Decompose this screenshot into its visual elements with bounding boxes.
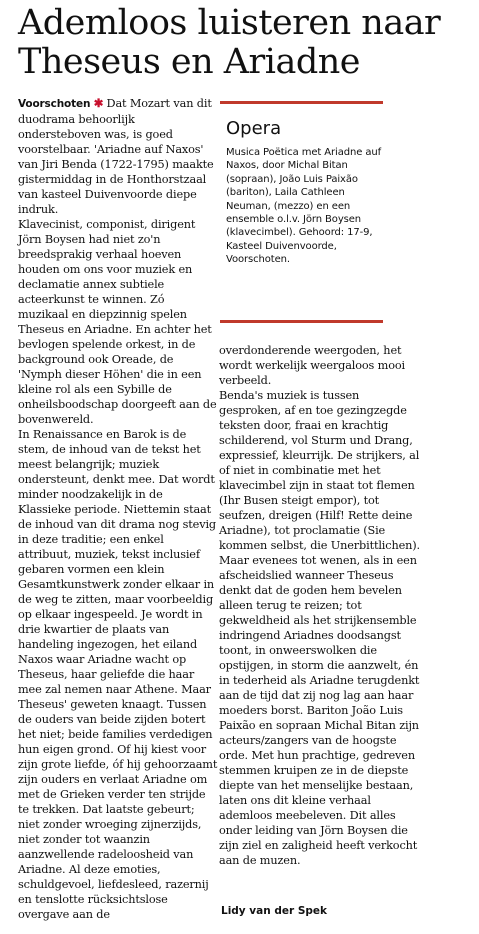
- right-column: [219, 343, 424, 868]
- byline: Lidy van der Spek: [221, 905, 328, 917]
- info-box-bottom-rule: [220, 320, 383, 323]
- info-box-genre: Opera: [226, 118, 282, 139]
- info-box-top-rule: [220, 101, 383, 104]
- body-paragraph: Benda's muziek is tussen gesproken, af en toe gezingzegde teksten door, fraai en krachtig schilderend, vol Sturm und Drang, expressief, kleurrijk. De strijkers, al of niet in combinatie met het klavecimbel zijn in staat tot flemen (Ihr Busen steigt empor), tot seufzen, dreigen (Hilf! Rette deine Ariadne), tot proclamatie (Sie kommen selbst, die Unerbittlichen). Maar evenees tot wenen, als in een afscheidslied wanneer Theseus denkt dat de goden hem bevelen alleen terug te reizen; tot gekweldheid als het strijkensemble indringend Ariadnes doodsangst toont, in onweerswolken die opstijgen, in storm die aanzwelt, én in tederheid als Ariadne terugdenkt aan de tijd dat zij nog lag aan haar moeders borst. Bariton João Luis Paixão en sopraan Michal Bitan zijn acteurs/zangers van de hoogste orde. Met hun prachtige, gedreven stemmen kruipen ze in de diepste diepte van het menselijke bestaan, laten ons dit kleine verhaal ademloos meebeleven. Dit alles onder leiding van Jörn Boysen die zijn ziel en zaligheid heeft verkocht aan de muzen.: [219, 389, 420, 867]
- star-icon: ✱: [93, 96, 104, 110]
- body-paragraph: overdonderende weergoden, het wordt werkelijk weergaloos mooi verbeeld.: [219, 344, 405, 387]
- lead-paragraph: [18, 96, 218, 217]
- body-paragraph: In Renaissance en Barok is de stem, de inhoud van de tekst het meest belangrijk; muziek ondersteunt, denkt mee. Dat wordt minder noodzakelijk in de Klassieke periode. Niettemin staat de inhoud van dit drama nog stevig in deze traditie; een enkel attribuut, muziek, tekst inclusief gebaren vormen een klein Gesamtkunstwerk zonder elkaar in de weg te zitten, maar voorbeeldig op elkaar ingespeeld. Je wordt in drie kwartier de plaats van handeling ingezogen, het eiland Naxos waar Ariadne wacht op Theseus, haar geliefde die haar mee zal nemen naar Athene. Maar Theseus' geweten knaagt. Tussen de ouders van beide zijden botert het niet; beide families verdedigen hun eigen grond. Of hij kiest voor zijn grote liefde, óf hij gehoorzaamt zijn ouders en verlaat Ariadne om met de Grieken verder ten strijde te trekken. Dat laatste gebeurt; niet zonder wroeging zijnerzijds, niet zonder tot waanzin aanzwellende radeloosheid van Ariadne. Al deze emoties, schuldgevoel, liefdesleed, razernij en tenslotte rücksichtslose overgave aan de: [18, 428, 218, 921]
- info-box: [220, 118, 385, 267]
- left-column: [18, 96, 218, 922]
- headline: Ademloos luisteren naar Theseus en Ariadne: [18, 3, 441, 82]
- dateline: Voorschoten: [18, 98, 91, 110]
- body-paragraph: Klavecinist, componist, dirigent Jörn Boysen had niet zo'n breedsprakig verhaal hoeven houden om ons voor muziek en declamatie annex subtiele acteerkunst te winnen. Zó muzikaal en diepzinnig spelen Theseus en Ariadne. En achter het bevlogen spelende orkest, in de background ook Oreade, de 'Nymph dieser Höhen' die in een kleine rol als een Sybille de onheilsboodschap doorgeeft aan de bovenwereld.: [18, 218, 217, 426]
- info-box-details: Musica Poëtica met Ariadne auf Naxos, door Michal Bitan (sopraan), João Luis Paixão (bariton), Laila Cathleen Neuman, (mezzo) en een ensemble o.l.v. Jörn Boysen (klavecimbel). Gehoord: 17-9, Kasteel Duivenvoorde, Voorschoten.: [226, 147, 382, 266]
- lead-text: Dat Mozart van dit duodrama behoorlijk ondersteboven was, is goed voorstelbaar. 'Ariadne auf Naxos' van Jiri Benda (1722-1795) maakte gistermiddag in de Honthorstzaal van kasteel Duivenvoorde diepe indruk.: [18, 97, 214, 216]
